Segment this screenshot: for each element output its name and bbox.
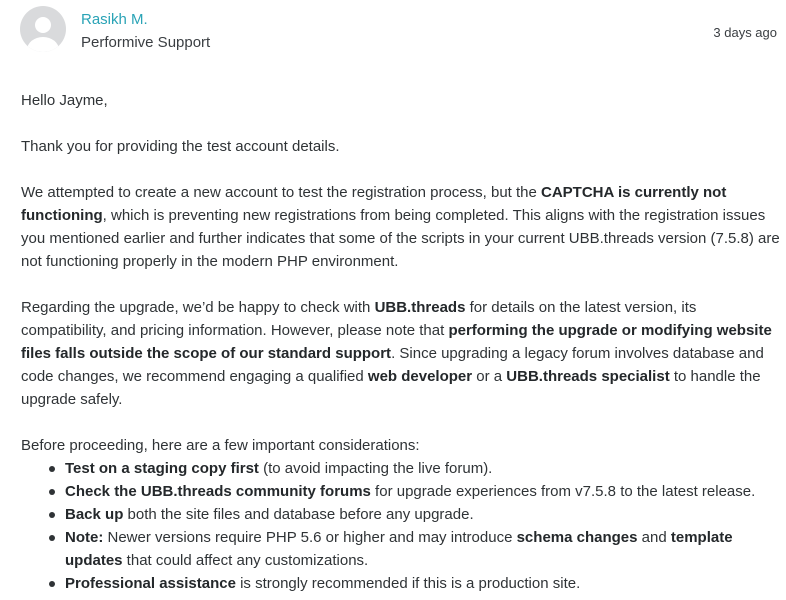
list-item	[65, 480, 781, 503]
thanks-paragraph: Thank you for providing the test account details.	[21, 138, 340, 155]
text-span: , which is preventing new registrations from being completed. This aligns with the registration issues you mentioned earlier and further indicates that some of the scripts in your current UBB.threads version (7.5.8) are not functioning properly in the modern PHP environment.	[21, 207, 780, 270]
upgrade-paragraph	[21, 296, 781, 411]
text-span: (to avoid impacting the live forum).	[258, 460, 493, 477]
bullet-icon	[49, 512, 55, 518]
list-item	[65, 526, 781, 572]
text-span: for details on the latest version, its compatibility, and pricing information. However, please note that	[21, 299, 697, 339]
bold-text: Note:	[65, 529, 104, 546]
bullet-icon	[49, 581, 55, 587]
list-item	[65, 572, 781, 595]
bold-text: web developer	[367, 368, 473, 385]
message-timestamp: 3 days ago	[713, 25, 777, 40]
text-span: . Since upgrading a legacy forum involves database and code changes, we recommend engaging a qualified	[21, 345, 764, 385]
bold-text: Professional assistance	[65, 575, 236, 592]
text-span: and	[637, 529, 671, 546]
bold-text: Test on a staging copy first	[65, 460, 259, 477]
text-span: for upgrade experiences from v7.5.8 to the latest release.	[370, 483, 756, 500]
author-name[interactable]: Rasikh M.	[81, 11, 148, 28]
bullet-icon	[49, 489, 55, 495]
bold-text: performing the upgrade or modifying website files falls outside the scope of our standard support	[21, 322, 772, 362]
bold-text: CAPTCHA is currently not functioning	[21, 184, 727, 224]
text-span: Newer versions require PHP 5.6 or higher and may introduce	[103, 529, 517, 546]
considerations-list	[21, 457, 781, 595]
author-role: Performive Support	[81, 34, 211, 51]
bold-text: template updates	[65, 529, 733, 569]
bullet-icon	[49, 466, 55, 472]
message-body	[21, 89, 781, 595]
bold-text: Check the UBB.threads community forums	[65, 483, 371, 500]
bullet-icon	[49, 535, 55, 541]
message-header	[0, 0, 786, 80]
list-item	[65, 503, 781, 526]
greeting: Hello Jayme,	[21, 92, 108, 109]
text-span: that could affect any customizations.	[122, 552, 369, 569]
avatar-head-shape	[35, 17, 51, 33]
text-span: We attempted to create a new account to test the registration process, but the	[21, 184, 542, 201]
text-span: Regarding the upgrade, we’d be happy to check with	[21, 299, 375, 316]
bold-text: schema changes	[516, 529, 638, 546]
captcha-paragraph	[21, 181, 781, 273]
considerations-intro: Before proceeding, here are a few important considerations:	[21, 437, 420, 454]
text-span: both the site files and database before any upgrade.	[123, 506, 474, 523]
text-span: to handle the upgrade safely.	[21, 368, 761, 408]
bold-text: UBB.threads	[374, 299, 466, 316]
user-silhouette-icon[interactable]	[20, 6, 66, 52]
text-span: or a	[472, 368, 507, 385]
avatar-body-shape	[27, 37, 59, 52]
text-span: is strongly recommended if this is a production site.	[235, 575, 581, 592]
bold-text: UBB.threads specialist	[506, 368, 670, 385]
list-item	[65, 457, 781, 480]
bold-text: Back up	[65, 506, 124, 523]
